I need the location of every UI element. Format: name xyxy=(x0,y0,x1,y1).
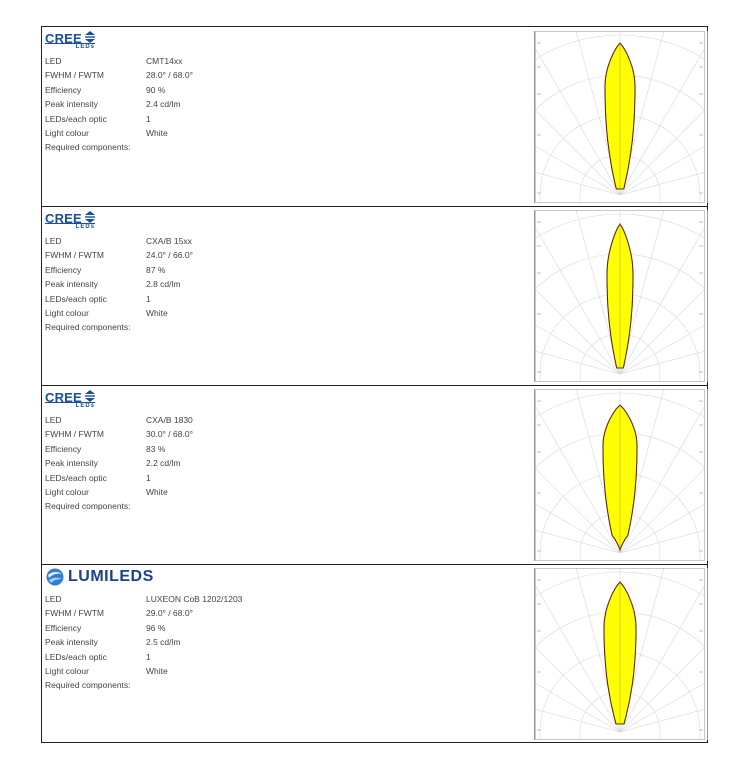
polar-diagram-svg xyxy=(535,389,705,561)
peak-intensity-label: Peak intensity xyxy=(45,99,98,110)
light-colour-label: Light colour xyxy=(45,307,89,318)
efficiency-value: 83 % xyxy=(146,443,166,454)
leds-per-optic-value: 1 xyxy=(146,293,151,304)
polar-radial-line xyxy=(620,312,705,374)
brand-name: CREE xyxy=(45,390,82,405)
fwhm-value: 30.0° / 68.0° xyxy=(146,429,193,440)
peak-intensity-label: Peak intensity xyxy=(45,279,98,290)
fwhm-label: FWHM / FWTM xyxy=(45,429,105,440)
efficiency-label: Efficiency xyxy=(45,264,82,275)
leds-per-optic-label: LEDs/each optic xyxy=(45,113,107,124)
efficiency-label: Efficiency xyxy=(45,84,82,95)
fwhm-value: 24.0° / 66.0° xyxy=(146,250,193,261)
brand-subtitle: LEDs xyxy=(45,402,95,410)
leds-per-optic-value: 1 xyxy=(146,113,151,124)
cree-leds-logo xyxy=(45,210,96,228)
led-label: LED xyxy=(45,415,62,425)
led-value: CXA/B 1830 xyxy=(146,415,193,425)
led-label: LED xyxy=(45,236,62,246)
brand-name: CREE xyxy=(45,31,82,46)
required-components-label: Required components: xyxy=(45,680,131,691)
peak-intensity-value: 2.5 cd/lm xyxy=(146,637,181,648)
brand-name: CREE xyxy=(45,211,82,226)
fwhm-label: FWHM / FWTM xyxy=(45,70,105,81)
light-colour-value: White xyxy=(146,665,168,676)
led-section-cxab-1830 xyxy=(42,386,707,565)
peak-intensity-label: Peak intensity xyxy=(45,637,98,648)
cree-diamond-icon xyxy=(84,211,96,223)
polar-radial-line xyxy=(535,312,620,374)
led-value: LUXEON CoB 1202/1203 xyxy=(146,594,243,604)
required-components-label: Required components: xyxy=(45,501,131,512)
peak-intensity-value: 2.4 cd/lm xyxy=(146,99,181,110)
cree-diamond-icon xyxy=(84,390,96,402)
optics-datasheet xyxy=(41,26,708,743)
peak-intensity-label: Peak intensity xyxy=(45,458,98,469)
required-components-label: Required components: xyxy=(45,322,131,333)
led-section-luxeon-cob xyxy=(42,565,707,742)
light-colour-label: Light colour xyxy=(45,127,89,138)
polar-intensity-diagram xyxy=(534,389,708,561)
leds-per-optic-label: LEDs/each optic xyxy=(45,293,107,304)
polar-intensity-diagram xyxy=(534,31,708,203)
fwhm-value: 28.0° / 68.0° xyxy=(146,70,193,81)
efficiency-value: 90 % xyxy=(146,84,166,95)
brand-name: LUMILEDS xyxy=(68,568,154,585)
leds-per-optic-value: 1 xyxy=(146,472,151,483)
led-section-cmt14xx xyxy=(42,27,707,207)
peak-intensity-value: 2.8 cd/lm xyxy=(146,279,181,290)
light-colour-label: Light colour xyxy=(45,486,89,497)
led-label: LED xyxy=(45,594,62,604)
light-colour-value: White xyxy=(146,127,168,138)
light-colour-label: Light colour xyxy=(45,665,89,676)
leds-per-optic-value: 1 xyxy=(146,651,151,662)
light-colour-value: White xyxy=(146,307,168,318)
brand-subtitle: LEDs xyxy=(45,43,95,51)
polar-diagram-svg xyxy=(535,31,705,203)
led-section-cxab-15xx xyxy=(42,207,707,386)
leds-per-optic-label: LEDs/each optic xyxy=(45,472,107,483)
cree-leds-logo xyxy=(45,30,96,48)
efficiency-label: Efficiency xyxy=(45,443,82,454)
polar-intensity-diagram xyxy=(534,210,708,382)
fwhm-label: FWHM / FWTM xyxy=(45,250,105,261)
polar-diagram-svg xyxy=(535,210,705,382)
polar-diagram-svg xyxy=(535,568,705,740)
led-value: CXA/B 15xx xyxy=(146,236,192,246)
fwhm-value: 29.0° / 68.0° xyxy=(146,608,193,619)
efficiency-label: Efficiency xyxy=(45,622,82,633)
peak-intensity-value: 2.2 cd/lm xyxy=(146,458,181,469)
efficiency-value: 87 % xyxy=(146,264,166,275)
fwhm-label: FWHM / FWTM xyxy=(45,608,105,619)
led-value: CMT14xx xyxy=(146,56,183,66)
polar-radial-line xyxy=(620,133,705,195)
lumileds-globe-icon xyxy=(46,568,64,586)
cree-diamond-icon xyxy=(84,31,96,43)
efficiency-value: 96 % xyxy=(146,622,166,633)
polar-radial-line xyxy=(535,133,620,195)
required-components-label: Required components: xyxy=(45,142,131,153)
cree-leds-logo xyxy=(45,389,96,407)
led-label: LED xyxy=(45,56,62,66)
light-colour-value: White xyxy=(146,486,168,497)
brand-subtitle: LEDs xyxy=(45,223,95,231)
polar-intensity-diagram xyxy=(534,568,708,740)
leds-per-optic-label: LEDs/each optic xyxy=(45,651,107,662)
